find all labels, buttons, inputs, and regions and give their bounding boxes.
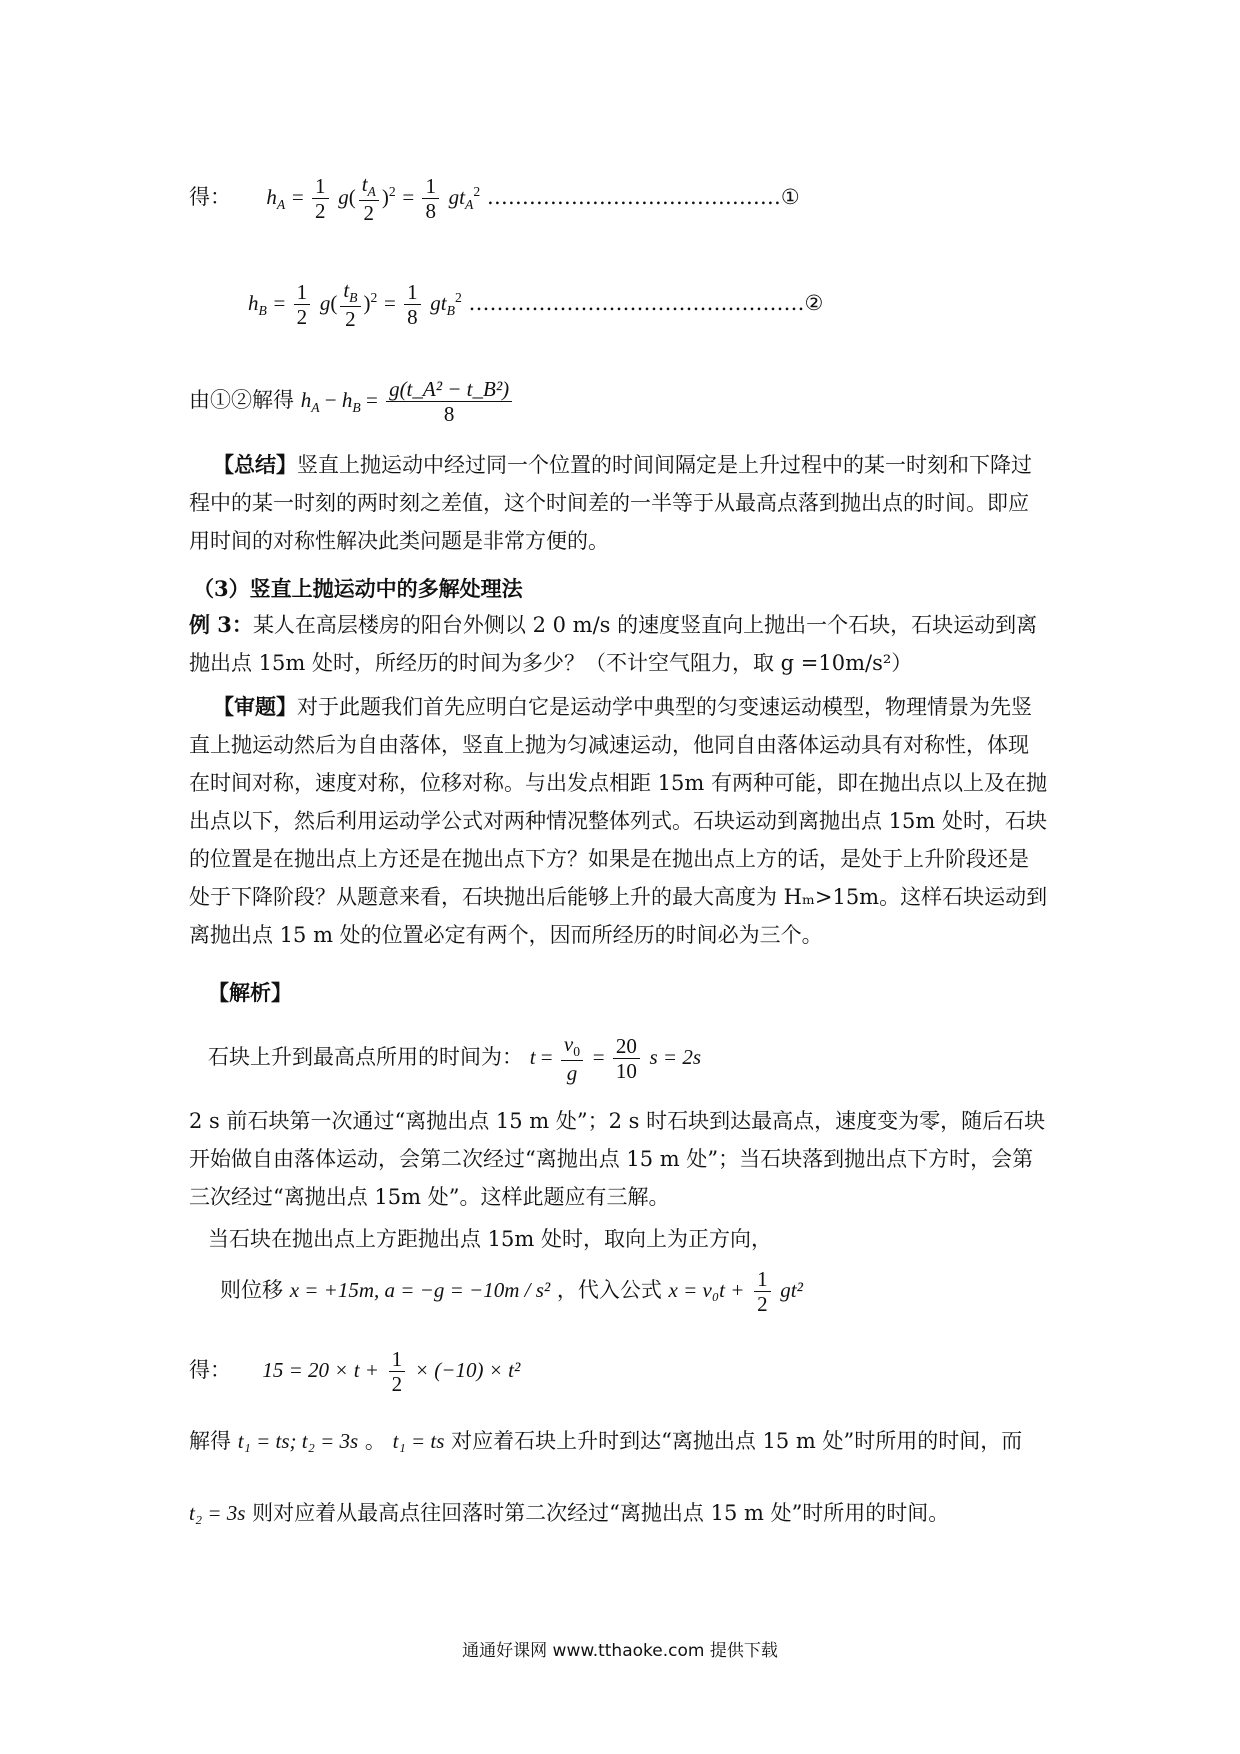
eq2-dots: ………………………………………… xyxy=(468,291,805,315)
review-text: 对于此题我们首先应明白它是运动学中典型的匀变速运动模型，物理情景为先竖直上抛运动然后为自由落体，竖直上抛为匀减速运动，他同自由落体运动具有对称性，体现在时间对称，速度对称，位移对称。与出发点相距 15m 有两种可能，即在抛出点以上及在抛出点以下，然后利用运动学公式对两种情况整体列式。石块运动到离抛出点 15m 处时，石块的位置是在抛出点上方还是在抛出点下方？如果是在抛出点上方的话，是处于上升阶段还是处于下降阶段？从题意来看，石块抛出后能够上升的最大高度为 Hₘ>15m。这样石块运动到离抛出点 15 m 处的位置必定有两个，因而所经历的时间必为三个。 xyxy=(189,695,1048,947)
eq1-half-num: 1 xyxy=(312,174,329,199)
eq2-t-sub: B xyxy=(349,290,358,306)
eq1-half xyxy=(312,174,329,223)
solve-lead: 解得 xyxy=(189,1429,231,1453)
eq4-lead: 得： xyxy=(189,1358,231,1382)
example-3-paragraph xyxy=(189,606,1049,682)
rise-time-equation: 石块上升到最高点所用的时间为： t = $\frac{v_0}{g}$ = $\frac{20}{10}$ s = 2s xyxy=(208,1031,702,1085)
rise-num-frac xyxy=(613,1034,640,1083)
rise-v: v xyxy=(563,1031,574,1056)
rise-g: g xyxy=(566,1060,578,1085)
eq1-t-sub: A xyxy=(367,184,376,200)
rise-lead: 石块上升到最高点所用的时间为： xyxy=(208,1045,523,1069)
eq2-eighth-den: 8 xyxy=(407,305,418,329)
analysis-tag: 【解析】 xyxy=(208,980,292,1005)
eq1-lhs-sub: A xyxy=(276,197,286,213)
equation-3: 由①②解得 $h_A - h_B$ = $\frac{\text{g(t\_A² − t\_B²)}}{8}$ xyxy=(189,368,515,432)
example-3-text: 某人在高层楼房的阳台外侧以 2 0 m/s 的速度竖直向上抛出一个石块，石块运动到离抛出点 15m 处时，所经历的时间为多少？（不计空气阻力，取 g =10m/s²） xyxy=(189,613,1038,675)
displacement-line xyxy=(220,1258,803,1322)
rise-v-frac xyxy=(561,1032,583,1085)
example-3-tag: 例 3： xyxy=(189,612,253,637)
displacement-half xyxy=(754,1267,771,1316)
eq1-t-den: 2 xyxy=(363,200,375,225)
eq2-half-num: 1 xyxy=(294,280,311,305)
eq1-t-frac xyxy=(359,172,379,225)
eq1-t-num: t xyxy=(361,171,368,196)
eq2-eighth xyxy=(404,280,421,329)
displacement-mid: ，代入公式 xyxy=(556,1278,662,1302)
eq1-half-den: 2 xyxy=(315,199,326,223)
last-t2: t₂ = 3s xyxy=(189,1501,246,1525)
three-solutions-paragraph: 2 s 前石块第一次通过“离抛出点 15 m 处”；2 s 时石块到达最高点，速度变为零，随后石块开始做自由落体运动，会第二次经过“离抛出点 15 m 处”；当石块落到抛出点下方时，会第三次经过“离抛出点 15m 处”。这样此题应有三解。 xyxy=(189,1109,1046,1209)
eq1-eighth xyxy=(422,174,439,223)
rise-num20: 20 xyxy=(613,1034,640,1059)
eq1-rhs: gt xyxy=(448,185,466,209)
summary-tag: 【总结】 xyxy=(213,452,297,477)
eq4-half-den: 2 xyxy=(391,1372,403,1396)
solve-text: 对应着石块上升时到达“离抛出点 15 m 处”时所用的时间，而 xyxy=(451,1429,1023,1453)
section-3-heading: （3）竖直上抛运动中的多解处理法 xyxy=(193,576,523,601)
equation-1-lead: 得： xyxy=(189,185,231,209)
eq4-half xyxy=(389,1347,406,1396)
eq2-t-num: t xyxy=(343,277,350,302)
eq2-t-frac xyxy=(340,278,360,331)
case-above-line: 当石块在抛出点上方距抛出点 15m 处时，取向上为正方向， xyxy=(208,1227,772,1251)
review-tag: 【审题】 xyxy=(213,694,297,719)
footer-credit: 通通好课网 www.tthaoke.com 提供下载 xyxy=(462,1641,778,1661)
eq3-den: 8 xyxy=(443,402,455,426)
eq1-eighth-num: 1 xyxy=(422,174,439,199)
last-text: 则对应着从最高点往回落时第二次经过“离抛出点 15 m 处”时所用的时间。 xyxy=(252,1501,950,1525)
eq1-marker: ① xyxy=(780,185,800,209)
equation-1: 得： $h_A$ = $\frac{1}{2}$ g( $\frac{t_A}{2}$ )$^2$ = $\frac{1}{8}$ $gt_A^2$ ……………………………………① xyxy=(189,171,800,225)
eq2-half xyxy=(294,280,311,329)
solve-line xyxy=(189,1422,1022,1460)
solve-sol: t₁ = ts; t₂ = 3s xyxy=(237,1429,359,1453)
displacement-expr: x = +15m, a = −g = −10m / s² xyxy=(289,1278,551,1302)
displacement-formula-tail: gt² xyxy=(780,1278,803,1302)
eq2-half-den: 2 xyxy=(296,305,308,329)
eq1-exp: 2 xyxy=(473,184,481,199)
eq4-lhs: 15 = 20 × t + xyxy=(262,1358,379,1382)
eq2-eighth-num: 1 xyxy=(404,280,421,305)
eq2-marker: ② xyxy=(804,291,824,315)
summary-text: 竖直上抛运动中经过同一个位置的时间间隔定是上升过程中的某一时刻和下降过程中的某一时刻的两时刻之差值，这个时间差的一半等于从最高点落到抛出点的时间。即应用时间的对称性解决此类问题是非常方便的。 xyxy=(189,453,1032,553)
rise-result: s = 2s xyxy=(649,1045,702,1069)
eq2-exp: 2 xyxy=(454,290,462,305)
eq2-t-den: 2 xyxy=(345,306,356,331)
eq1-dots: …………………………………… xyxy=(486,185,781,209)
rise-v-sub: 0 xyxy=(573,1044,581,1060)
eq2-lhs: h xyxy=(248,291,259,315)
eq3-frac xyxy=(386,377,512,426)
equation-4 xyxy=(189,1338,520,1402)
last-line xyxy=(189,1494,949,1532)
rise-t: t xyxy=(529,1045,536,1069)
eq1-g: g xyxy=(338,185,349,209)
eq2-g: g xyxy=(319,291,331,315)
displacement-lead: 则位移 xyxy=(220,1278,283,1302)
review-paragraph xyxy=(189,688,1049,954)
rise-den10: 10 xyxy=(615,1059,637,1083)
equation-2: $h_B$ = $\frac{1}{2}$ g( $\frac{t_B}{2}$ )$^2$ = $\frac{1}{8}$ $gt_B^2$ …………………………………………② xyxy=(248,277,824,331)
displacement-half-num: 1 xyxy=(754,1267,771,1292)
eq2-rhs-sub: B xyxy=(446,303,455,319)
eq3-num: g(t_A² − t_B²) xyxy=(386,377,512,402)
displacement-formula-lhs: x = v₀t + xyxy=(668,1278,745,1302)
eq4-tail: × (−10) × t² xyxy=(414,1358,521,1382)
solve-mid: 。 xyxy=(364,1429,386,1453)
solve-t1: t₁ = ts xyxy=(392,1429,445,1453)
displacement-half-den: 2 xyxy=(757,1292,768,1316)
summary-paragraph xyxy=(189,446,1049,560)
eq1-lhs: h xyxy=(266,185,277,209)
eq4-half-num: 1 xyxy=(389,1347,406,1372)
eq3-lead: 由①②解得 xyxy=(189,388,294,412)
eq2-lhs-sub: B xyxy=(258,303,267,319)
eq1-eighth-den: 8 xyxy=(425,199,436,223)
eq1-rhs-sub: A xyxy=(465,197,474,213)
eq2-rhs: gt xyxy=(430,291,447,315)
